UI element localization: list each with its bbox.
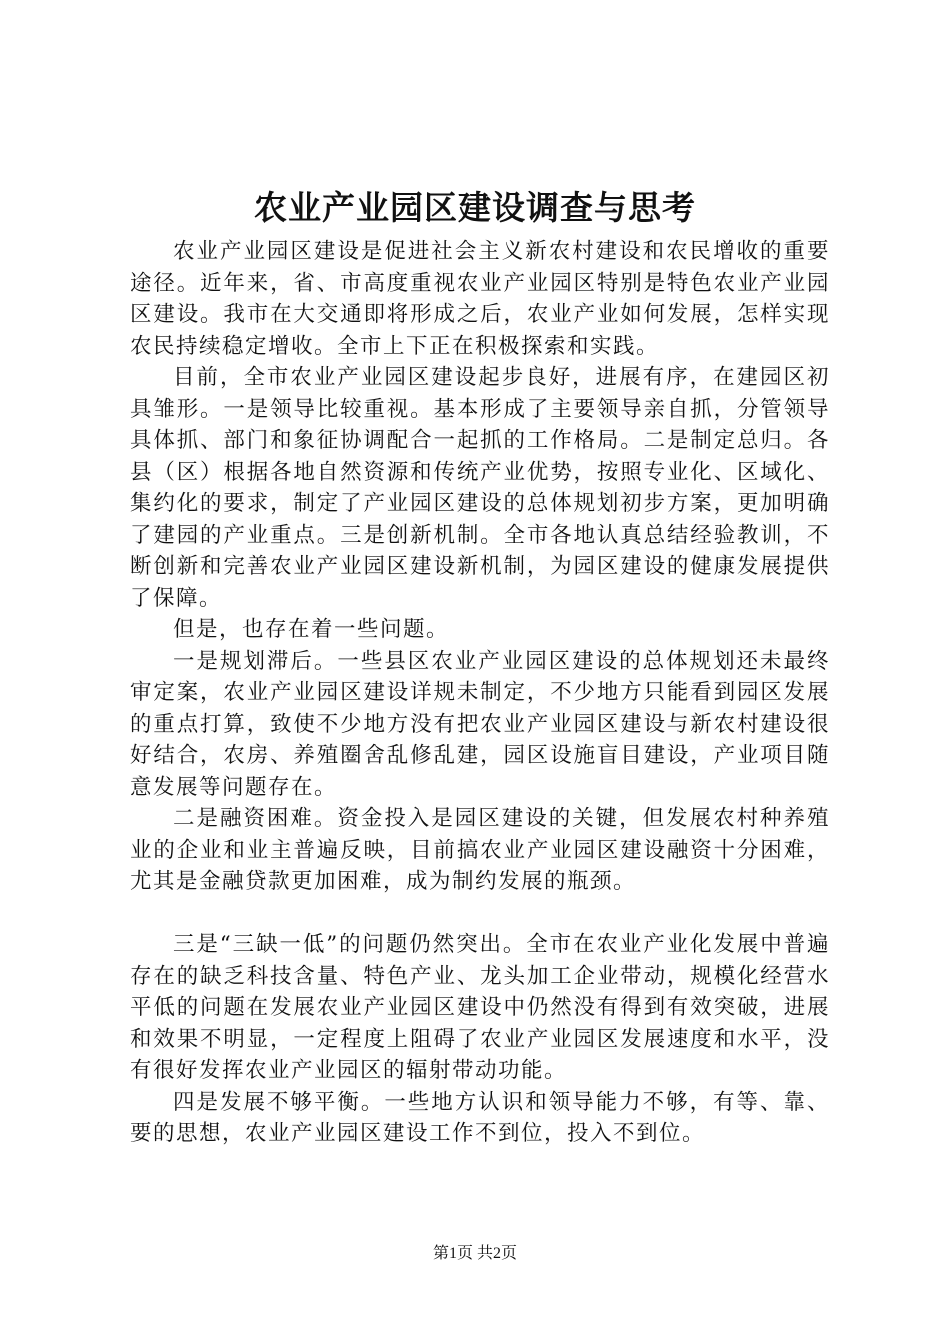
paragraph-problem-planning: 一是规划滞后。一些县区农业产业园区建设的总体规划还未最终审定案，农业产业园区建设详规未制定，不少地方只能看到园区发展的重点打算，致使不少地方没有把农业产业园区建设与新农村建设很好结合，农房、养殖圈舍乱修乱建，园区设施盲目建设，产业项目随意发展等问题存在。 bbox=[130, 648, 830, 800]
document-body bbox=[130, 236, 830, 1150]
paragraph-problem-imbalance: 四是发展不够平衡。一些地方认识和领导能力不够，有等、靠、要的思想，农业产业园区建设工作不到位，投入不到位。 bbox=[130, 1089, 830, 1146]
paragraph-problem-three-lacks: 三是“三缺一低”的问题仍然突出。全市在农业产业化发展中普遍存在的缺乏科技含量、特色产业、龙头加工企业带动，规模化经营水平低的问题在发展农业产业园区建设中仍然没有得到有效突破，进展和效果不明显，一定程度上阻碍了农业产业园区发展速度和水平，没有很好发挥农业产业园区的辐射带动功能。 bbox=[130, 932, 830, 1083]
document-title: 农业产业园区建设调查与思考 bbox=[254, 188, 696, 227]
paragraph-problems-intro: 但是，也存在着一些问题。 bbox=[173, 617, 450, 642]
paragraph-intro: 农业产业园区建设是促进社会主义新农村建设和农民增收的重要途径。近年来，省、市高度重视农业产业园区特别是特色农业产业园区建设。我市在大交通即将形成之后，农业产业如何发展，怎样实现农民持续稳定增收。全市上下正在积极探索和实践。 bbox=[130, 239, 830, 359]
paragraph-current-status: 目前，全市农业产业园区建设起步良好，进展有序，在建园区初具雏形。一是领导比较重视。基本形成了主要领导亲自抓，分管领导具体抓、部门和象征协调配合一起抓的工作格局。二是制定总归。各县（区）根据各地自然资源和传统产业优势，按照专业化、区域化、集约化的要求，制定了产业园区建设的总体规划初步方案，更加明确了建园的产业重点。三是创新机制。全市各地认真总结经验教训，不断创新和完善农业产业园区建设新机制，为园区建设的健康发展提供了保障。 bbox=[130, 365, 830, 611]
paragraph-problem-financing: 二是融资困难。资金投入是园区建设的关键，但发展农村种养殖业的企业和业主普遍反映，目前搞农业产业园区建设融资十分困难，尤其是金融贷款更加困难，成为制约发展的瓶颈。 bbox=[130, 806, 830, 894]
page-number-footer: 第1页 共2页 bbox=[432, 1245, 517, 1262]
